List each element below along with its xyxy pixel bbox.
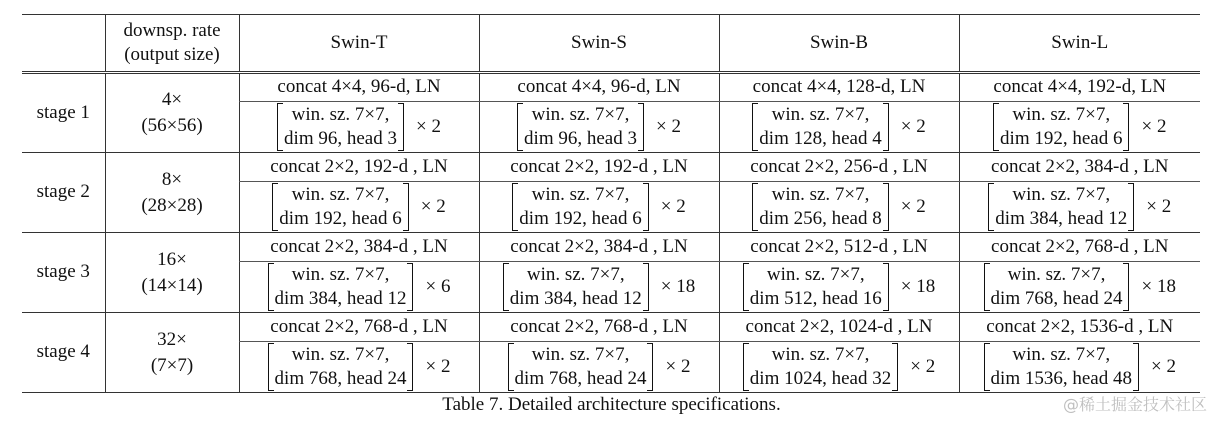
stage-2-swin-l-concat: concat 2×2, 384-d , LN	[959, 153, 1200, 182]
block-spec	[268, 263, 451, 311]
table-row	[22, 233, 1200, 262]
stage-3-swin-s-block-cell	[479, 262, 719, 313]
block-spec	[277, 103, 441, 151]
header-row	[22, 15, 1200, 73]
bracket-matrix	[993, 103, 1129, 151]
header-model-swin-s: Swin-S	[479, 15, 719, 73]
stage-1-label: stage 1	[22, 73, 105, 153]
dim-head-text: dim 768, head 24	[514, 368, 647, 389]
window-size-text: win. sz. 7×7,	[1007, 264, 1106, 286]
stage-2-output-size: (28×28)	[141, 194, 203, 216]
bracket-matrix	[508, 343, 654, 391]
stage-1-swin-s-concat: concat 4×4, 96-d, LN	[479, 73, 719, 102]
dim-head-text: dim 1024, head 32	[749, 368, 892, 389]
block-multiplier: × 2	[910, 355, 936, 377]
stage-2-label: stage 2	[22, 153, 105, 233]
window-size-text: win. sz. 7×7,	[526, 264, 625, 286]
dim-head-text: dim 192, head 6	[519, 208, 642, 229]
stage-1-swin-l-block-cell	[959, 102, 1200, 153]
window-size-text: win. sz. 7×7,	[531, 184, 630, 206]
stage-1-swin-t-block-cell	[239, 102, 479, 153]
block-multiplier: × 2	[420, 195, 446, 217]
stage-2-swin-s-concat: concat 2×2, 192-d , LN	[479, 153, 719, 182]
bracket-matrix	[743, 343, 898, 391]
window-size-text: win. sz. 7×7,	[531, 104, 630, 126]
stage-2-swin-t-block-cell	[239, 182, 479, 233]
header-model-swin-t: Swin-T	[239, 15, 479, 73]
block-spec	[743, 343, 935, 391]
header-output-size-label: (output size)	[124, 44, 220, 65]
dim-head-text: dim 192, head 6	[279, 208, 402, 229]
stage-3-downsample-rate: 16×	[157, 248, 187, 270]
window-size-text: win. sz. 7×7,	[531, 344, 630, 366]
stage-1-swin-b-concat: concat 4×4, 128-d, LN	[719, 73, 959, 102]
stage-1-swin-t-concat: concat 4×4, 96-d, LN	[239, 73, 479, 102]
stage-3-swin-s-concat: concat 2×2, 384-d , LN	[479, 233, 719, 262]
block-multiplier: × 6	[425, 275, 451, 297]
stage-2-swin-l-block-cell	[959, 182, 1200, 233]
block-spec	[984, 343, 1176, 391]
window-size-text: win. sz. 7×7,	[1012, 104, 1111, 126]
window-size-text: win. sz. 7×7,	[771, 104, 870, 126]
block-spec	[268, 343, 451, 391]
stage-2-swin-b-block-cell	[719, 182, 959, 233]
table-body	[22, 73, 1200, 393]
stage-3-rate-cell	[105, 233, 239, 313]
table-row	[22, 153, 1200, 182]
stage-1-output-size: (56×56)	[141, 115, 203, 136]
stage-2-swin-t-concat: concat 2×2, 192-d , LN	[239, 153, 479, 182]
stage-4-swin-t-concat: concat 2×2, 768-d , LN	[239, 313, 479, 342]
bracket-matrix	[988, 183, 1134, 231]
block-multiplier: × 18	[660, 275, 696, 297]
block-spec	[984, 263, 1176, 311]
header-rate-cell	[105, 15, 239, 73]
block-spec	[508, 343, 691, 391]
block-spec	[512, 183, 685, 231]
dim-head-text: dim 192, head 6	[1000, 128, 1123, 149]
stage-3-swin-l-block-cell	[959, 262, 1200, 313]
window-size-text: win. sz. 7×7,	[766, 264, 865, 286]
table-row	[22, 313, 1200, 342]
stage-1-swin-s-block-cell	[479, 102, 719, 153]
stage-4-swin-b-concat: concat 2×2, 1024-d , LN	[719, 313, 959, 342]
dim-head-text: dim 256, head 8	[759, 208, 882, 229]
header-empty-cell	[22, 15, 105, 73]
header-rate-label: downsp. rate	[123, 20, 221, 42]
stage-3-swin-t-concat: concat 2×2, 384-d , LN	[239, 233, 479, 262]
window-size-text: win. sz. 7×7,	[291, 184, 390, 206]
stage-2-swin-s-block-cell	[479, 182, 719, 233]
stage-1-rate-cell	[105, 73, 239, 153]
table-caption: Table 7. Detailed architecture specifications.	[442, 394, 781, 415]
block-multiplier: × 2	[900, 115, 926, 137]
stage-2-rate-cell	[105, 153, 239, 233]
watermark: @稀土掘金技术社区	[1062, 395, 1207, 414]
bracket-matrix	[752, 103, 888, 151]
stage-3-swin-b-concat: concat 2×2, 512-d , LN	[719, 233, 959, 262]
stage-3-swin-b-block-cell	[719, 262, 959, 313]
stage-4-label: stage 4	[22, 313, 105, 393]
stage-4-swin-s-block-cell	[479, 342, 719, 393]
stage-1-swin-b-block-cell	[719, 102, 959, 153]
stage-2-swin-b-concat: concat 2×2, 256-d , LN	[719, 153, 959, 182]
block-spec	[988, 183, 1171, 231]
block-multiplier: × 2	[1141, 115, 1167, 137]
block-multiplier: × 2	[665, 355, 691, 377]
stage-3-swin-t-block-cell	[239, 262, 479, 313]
dim-head-text: dim 384, head 12	[274, 288, 407, 309]
window-size-text: win. sz. 7×7,	[291, 104, 390, 126]
bracket-matrix	[277, 103, 404, 151]
dim-head-text: dim 384, head 12	[995, 208, 1128, 229]
block-multiplier: × 2	[655, 115, 681, 137]
bracket-matrix	[984, 343, 1139, 391]
block-multiplier: × 2	[415, 115, 441, 137]
window-size-text: win. sz. 7×7,	[771, 344, 870, 366]
window-size-text: win. sz. 7×7,	[1012, 344, 1111, 366]
stage-4-swin-l-block-cell	[959, 342, 1200, 393]
block-spec	[272, 183, 445, 231]
block-spec	[752, 183, 925, 231]
dim-head-text: dim 96, head 3	[524, 128, 637, 149]
dim-head-text: dim 384, head 12	[509, 288, 642, 309]
dim-head-text: dim 512, head 16	[749, 288, 882, 309]
bracket-matrix	[743, 263, 889, 311]
block-multiplier: × 2	[425, 355, 451, 377]
block-multiplier: × 18	[1141, 275, 1176, 297]
header-model-swin-b: Swin-B	[719, 15, 959, 73]
bracket-matrix	[517, 103, 644, 151]
window-size-text: win. sz. 7×7,	[771, 184, 870, 206]
table-row	[22, 73, 1200, 102]
stage-4-output-size: (7×7)	[150, 354, 194, 376]
block-multiplier: × 18	[900, 275, 936, 297]
block-spec	[993, 103, 1166, 151]
window-size-text: win. sz. 7×7,	[291, 344, 390, 366]
block-multiplier: × 2	[900, 195, 926, 217]
bracket-matrix	[268, 343, 414, 391]
dim-head-text: dim 96, head 3	[284, 128, 397, 149]
dim-head-text: dim 768, head 24	[990, 288, 1123, 309]
bracket-matrix	[512, 183, 648, 231]
block-spec	[752, 103, 925, 151]
block-spec	[503, 263, 695, 311]
dim-head-text: dim 128, head 4	[759, 128, 882, 149]
stage-3-output-size: (14×14)	[141, 274, 203, 296]
stage-1-downsample-rate: 4×	[161, 89, 183, 111]
bracket-matrix	[268, 263, 414, 311]
dim-head-text: dim 768, head 24	[274, 368, 407, 389]
bracket-matrix	[984, 263, 1130, 311]
stage-4-swin-t-block-cell	[239, 342, 479, 393]
stage-4-swin-l-concat: concat 2×2, 1536-d , LN	[959, 313, 1200, 342]
bracket-matrix	[272, 183, 408, 231]
bracket-matrix	[503, 263, 649, 311]
window-size-text: win. sz. 7×7,	[291, 264, 390, 286]
stage-4-downsample-rate: 32×	[157, 328, 187, 350]
block-multiplier: × 2	[660, 195, 686, 217]
stage-4-swin-s-concat: concat 2×2, 768-d , LN	[479, 313, 719, 342]
block-spec	[743, 263, 935, 311]
window-size-text: win. sz. 7×7,	[1012, 184, 1111, 206]
stage-4-swin-b-block-cell	[719, 342, 959, 393]
architecture-spec-table	[22, 14, 1200, 393]
block-multiplier: × 2	[1150, 355, 1176, 377]
block-multiplier: × 2	[1146, 195, 1172, 217]
stage-3-label: stage 3	[22, 233, 105, 313]
stage-3-swin-l-concat: concat 2×2, 768-d , LN	[959, 233, 1200, 262]
dim-head-text: dim 1536, head 48	[990, 368, 1132, 389]
stage-4-rate-cell	[105, 313, 239, 393]
stage-2-downsample-rate: 8×	[161, 168, 183, 190]
stage-1-swin-l-concat: concat 4×4, 192-d, LN	[959, 73, 1200, 102]
header-model-swin-l: Swin-L	[959, 15, 1200, 73]
block-spec	[517, 103, 681, 151]
bracket-matrix	[752, 183, 888, 231]
